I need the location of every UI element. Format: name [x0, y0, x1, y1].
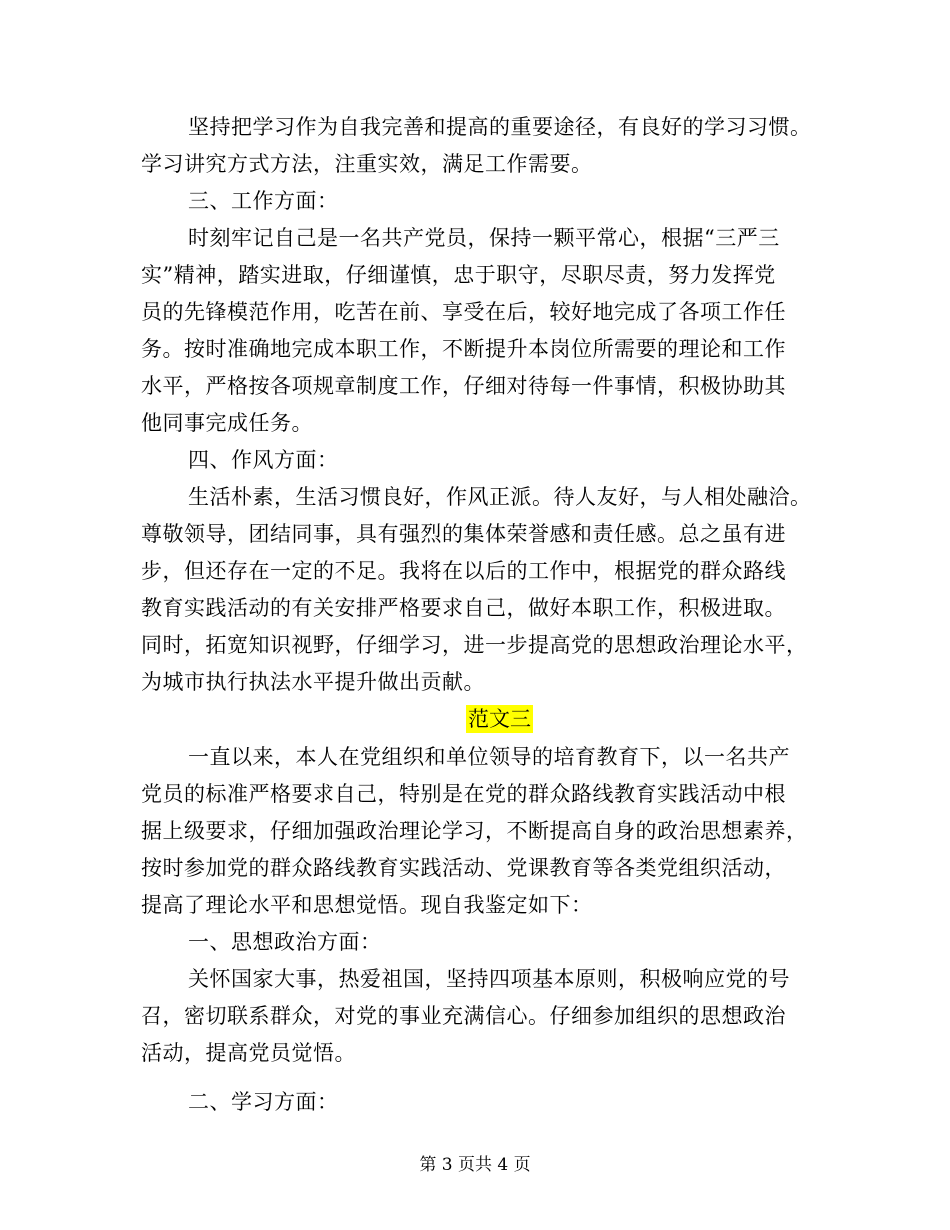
paragraph-line: 据上级要求，仔细加强政治理论学习，不断提高自身的政治思想素养， [141, 819, 808, 843]
page-number-footer: 第 3 页共 4 页 [419, 1155, 531, 1175]
paragraph-line: 生活朴素，生活习惯良好，作风正派。待人友好，与人相处融洽。 [188, 485, 812, 509]
paragraph-line: 党员的标准严格要求自己，特别是在党的群众路线教育实践活动中根 [141, 782, 786, 806]
paragraph-line: 坚持把学习作为自我完善和提高的重要途径，有良好的学习习惯。 [188, 115, 812, 139]
paragraph-line: 召，密切联系群众，对党的事业充满信心。仔细参加组织的思想政治 [141, 1004, 786, 1028]
paragraph-line: 实”精神，踏实进取，仔细谨慎，忠于职守，尽职尽责，努力发挥党 [141, 263, 776, 287]
paragraph-line: 提高了理论水平和思想觉悟。现自我鉴定如下： [141, 893, 593, 917]
section-heading: 一、思想政治方面： [188, 930, 382, 954]
paragraph-line: 水平，严格按各项规章制度工作，仔细对待每一件事情，积极协助其 [141, 374, 786, 398]
section-heading: 三、工作方面： [188, 189, 339, 213]
section-title-highlighted: 范文三 [468, 707, 531, 731]
paragraph-line: 时刻牢记自己是一名共产党员，保持一颗平常心，根据“三严三 [188, 226, 780, 250]
paragraph-line: 教育实践活动的有关安排严格要求自己，做好本职工作，积极进取。 [141, 596, 786, 620]
paragraph-line: 活动，提高党员觉悟。 [141, 1041, 356, 1065]
paragraph-line: 他同事完成任务。 [141, 411, 313, 435]
paragraph-line: 学习讲究方式方法，注重实效，满足工作需要。 [141, 152, 593, 176]
paragraph-line: 按时参加党的群众路线教育实践活动、党课教育等各类党组织活动， [141, 856, 786, 880]
paragraph-line: 员的先锋模范作用，吃苦在前、享受在后，较好地完成了各项工作任 [141, 300, 786, 324]
paragraph-line: 关怀国家大事，热爱祖国，坚持四项基本原则，积极响应党的号 [188, 967, 790, 991]
section-heading: 二、学习方面： [188, 1090, 339, 1114]
paragraph-line: 为城市执行执法水平提升做出贡献。 [141, 670, 485, 694]
paragraph-line: 同时，拓宽知识视野，仔细学习，进一步提高党的思想政治理论水平， [141, 633, 808, 657]
paragraph-line: 务。按时准确地完成本职工作，不断提升本岗位所需要的理论和工作 [141, 337, 786, 361]
section-heading: 四、作风方面： [188, 448, 339, 472]
paragraph-line: 尊敬领导，团结同事，具有强烈的集体荣誉感和责任感。总之虽有进 [141, 522, 786, 546]
paragraph-line: 步，但还存在一定的不足。我将在以后的工作中，根据党的群众路线 [141, 559, 786, 583]
paragraph-line: 一直以来，本人在党组织和单位领导的培育教育下，以一名共产 [188, 745, 790, 769]
